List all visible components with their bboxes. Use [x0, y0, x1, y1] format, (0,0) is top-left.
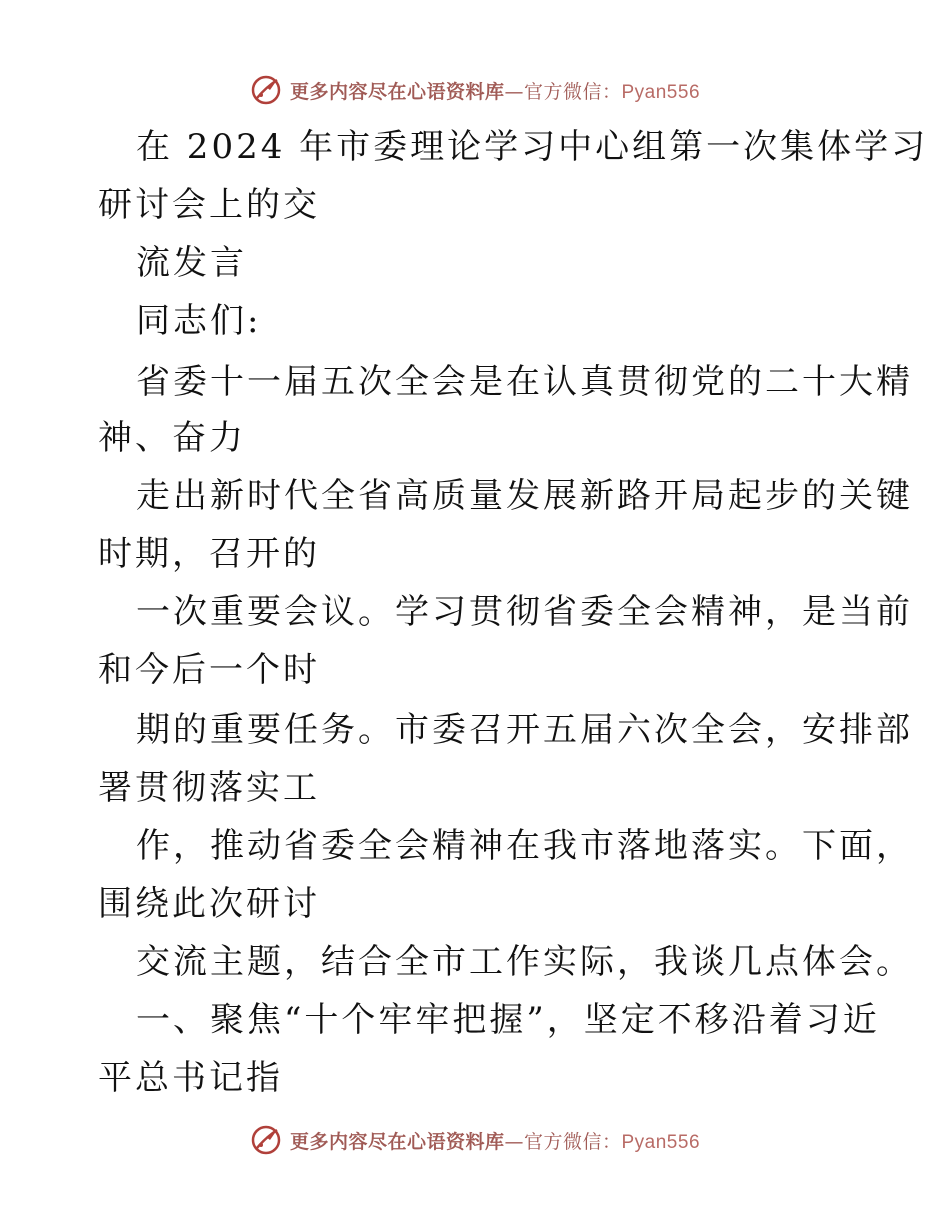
- doc-paragraph-line: 作，推动省委全会精神在我市落地落实。下面，: [136, 826, 913, 866]
- quill-logo-icon: [250, 1124, 282, 1156]
- watermark-account: Pyan556: [621, 81, 701, 103]
- doc-paragraph-line: 神、奋力: [98, 418, 246, 458]
- watermark-prefix: 更多内容尽在心语资料库: [289, 1130, 505, 1153]
- doc-title-line-3: 流发言: [136, 243, 247, 283]
- watermark-separator: —: [504, 1130, 524, 1153]
- watermark-suffix: 官方微信：: [523, 80, 622, 103]
- doc-paragraph-line: 一次重要会议。学习贯彻省委全会精神，是当前: [136, 592, 913, 632]
- doc-paragraph-line: 署贯彻落实工: [98, 768, 320, 808]
- watermark-suffix: 官方微信：: [523, 1130, 622, 1153]
- doc-paragraph-line: 期的重要任务。市委召开五届六次全会，安排部: [136, 710, 913, 750]
- quill-logo-icon: [250, 74, 282, 106]
- doc-paragraph-line: 省委十一届五次全会是在认真贯彻党的二十大精: [136, 362, 913, 402]
- doc-paragraph-line: 交流主题，结合全市工作实际，我谈几点体会。: [136, 942, 913, 982]
- doc-paragraph-line: 和今后一个时: [98, 650, 320, 690]
- doc-paragraph-line: 走出新时代全省高质量发展新路开局起步的关键: [136, 476, 913, 516]
- watermark-text: [290, 77, 700, 104]
- doc-section-heading-line: 平总书记指: [98, 1058, 283, 1098]
- watermark-text: [290, 1127, 700, 1154]
- doc-section-heading-line: 一、聚焦“十个牢牢把握”，坚定不移沿着习近: [136, 1000, 880, 1040]
- doc-title-line-1: 在 2024 年市委理论学习中心组第一次集体学习: [136, 127, 929, 167]
- doc-title-line-2: 研讨会上的交: [98, 185, 320, 225]
- doc-salutation: 同志们:: [136, 301, 262, 341]
- watermark-prefix: 更多内容尽在心语资料库: [289, 80, 505, 103]
- header-watermark: [0, 70, 950, 110]
- footer-watermark: [0, 1120, 950, 1160]
- watermark-account: Pyan556: [621, 1131, 701, 1153]
- doc-paragraph-line: 时期，召开的: [98, 534, 320, 574]
- doc-paragraph-line: 围绕此次研讨: [98, 884, 320, 924]
- watermark-separator: —: [504, 80, 524, 103]
